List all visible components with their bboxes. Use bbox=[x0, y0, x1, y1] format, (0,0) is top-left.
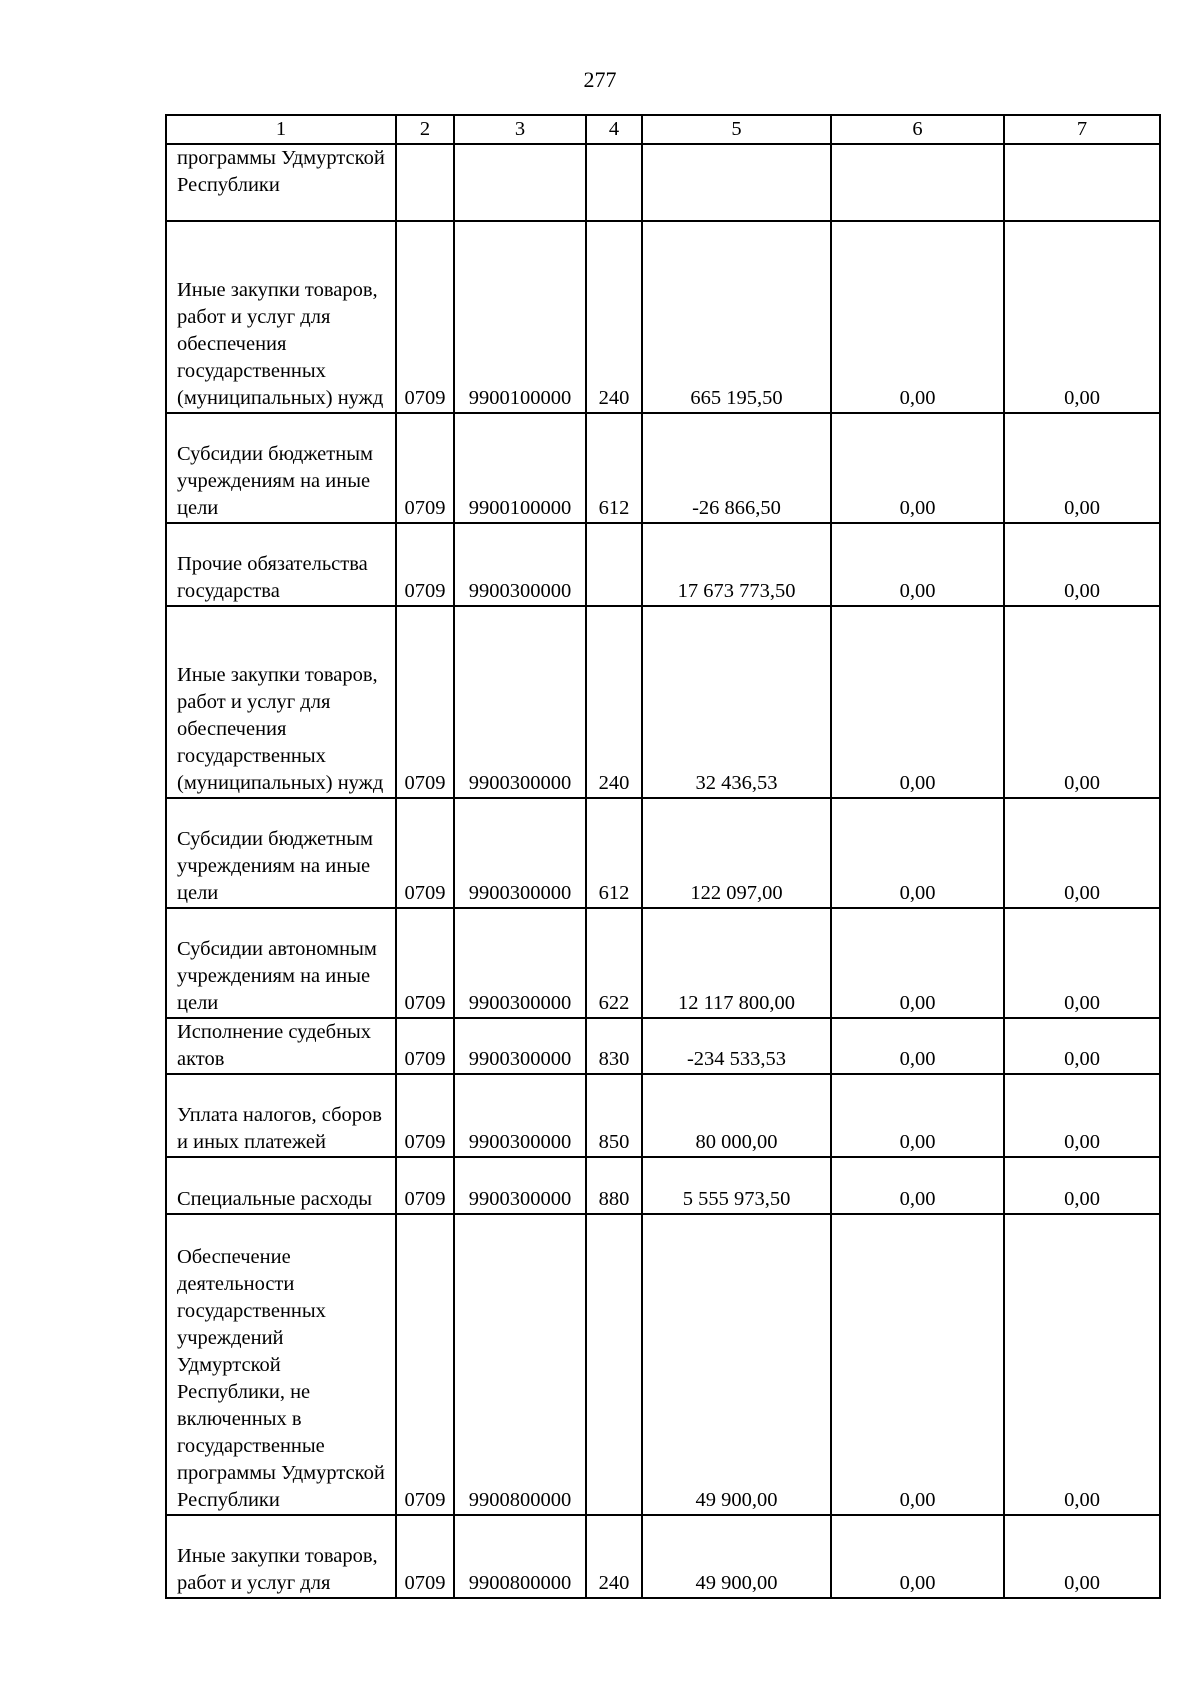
column-header-2: 2 bbox=[396, 115, 454, 144]
column-header-1: 1 bbox=[166, 115, 396, 144]
row-section: 0709 bbox=[396, 413, 454, 523]
row-section: 0709 bbox=[396, 1018, 454, 1074]
column-header-6: 6 bbox=[831, 115, 1004, 144]
table-row bbox=[166, 523, 1160, 606]
row-amount bbox=[642, 144, 831, 221]
row-col7 bbox=[1004, 144, 1160, 221]
row-amount: 32 436,53 bbox=[642, 606, 831, 798]
row-name: Обеспечение деятельности государственных учреждений Удмуртской Республики, не включенных в государственные программы Удмуртской Республики bbox=[166, 1214, 396, 1515]
row-type: 240 bbox=[586, 1515, 642, 1598]
row-section: 0709 bbox=[396, 1074, 454, 1157]
row-col7: 0,00 bbox=[1004, 1074, 1160, 1157]
row-amount: 49 900,00 bbox=[642, 1214, 831, 1515]
table-row bbox=[166, 606, 1160, 798]
row-col6: 0,00 bbox=[831, 221, 1004, 413]
row-col7: 0,00 bbox=[1004, 1214, 1160, 1515]
row-name: Иные закупки товаров, работ и услуг для bbox=[166, 1515, 396, 1598]
row-target: 9900100000 bbox=[454, 221, 586, 413]
row-name: Субсидии автономным учреждениям на иные цели bbox=[166, 908, 396, 1018]
row-name: Специальные расходы bbox=[166, 1157, 396, 1214]
row-section: 0709 bbox=[396, 908, 454, 1018]
row-section: 0709 bbox=[396, 1515, 454, 1598]
column-header-3: 3 bbox=[454, 115, 586, 144]
row-amount: 665 195,50 bbox=[642, 221, 831, 413]
row-section: 0709 bbox=[396, 606, 454, 798]
row-amount: -26 866,50 bbox=[642, 413, 831, 523]
row-amount: 49 900,00 bbox=[642, 1515, 831, 1598]
row-col6: 0,00 bbox=[831, 1157, 1004, 1214]
row-target: 9900300000 bbox=[454, 606, 586, 798]
row-target: 9900800000 bbox=[454, 1214, 586, 1515]
row-section: 0709 bbox=[396, 798, 454, 908]
table-row bbox=[166, 908, 1160, 1018]
table-row bbox=[166, 798, 1160, 908]
row-target bbox=[454, 144, 586, 221]
row-target: 9900300000 bbox=[454, 908, 586, 1018]
row-col7: 0,00 bbox=[1004, 413, 1160, 523]
row-target: 9900100000 bbox=[454, 413, 586, 523]
row-col6: 0,00 bbox=[831, 606, 1004, 798]
row-section: 0709 bbox=[396, 221, 454, 413]
row-type: 240 bbox=[586, 606, 642, 798]
row-type: 622 bbox=[586, 908, 642, 1018]
row-target: 9900800000 bbox=[454, 1515, 586, 1598]
row-type: 612 bbox=[586, 413, 642, 523]
row-name: программы Удмуртской Республики bbox=[166, 144, 396, 221]
header-row bbox=[166, 115, 1160, 144]
row-name: Иные закупки товаров, работ и услуг для обеспечения государственных (муниципальных) нужд bbox=[166, 221, 396, 413]
row-section: 0709 bbox=[396, 1214, 454, 1515]
row-col6: 0,00 bbox=[831, 413, 1004, 523]
row-col7: 0,00 bbox=[1004, 1515, 1160, 1598]
table-row bbox=[166, 1214, 1160, 1515]
column-header-5: 5 bbox=[642, 115, 831, 144]
row-amount: 122 097,00 bbox=[642, 798, 831, 908]
row-section: 0709 bbox=[396, 523, 454, 606]
row-target: 9900300000 bbox=[454, 798, 586, 908]
row-amount: 12 117 800,00 bbox=[642, 908, 831, 1018]
row-col6: 0,00 bbox=[831, 523, 1004, 606]
row-type bbox=[586, 523, 642, 606]
row-col7: 0,00 bbox=[1004, 1157, 1160, 1214]
row-type bbox=[586, 1214, 642, 1515]
table-row bbox=[166, 221, 1160, 413]
row-type: 880 bbox=[586, 1157, 642, 1214]
row-col6: 0,00 bbox=[831, 1515, 1004, 1598]
row-col7: 0,00 bbox=[1004, 606, 1160, 798]
row-type bbox=[586, 144, 642, 221]
row-target: 9900300000 bbox=[454, 1074, 586, 1157]
table-row bbox=[166, 413, 1160, 523]
row-col6: 0,00 bbox=[831, 908, 1004, 1018]
row-target: 9900300000 bbox=[454, 1157, 586, 1214]
table-row bbox=[166, 1018, 1160, 1074]
row-type: 612 bbox=[586, 798, 642, 908]
row-name: Прочие обязательства государства bbox=[166, 523, 396, 606]
row-col7: 0,00 bbox=[1004, 523, 1160, 606]
table-row bbox=[166, 144, 1160, 221]
row-col7: 0,00 bbox=[1004, 221, 1160, 413]
row-col7: 0,00 bbox=[1004, 1018, 1160, 1074]
row-amount: 80 000,00 bbox=[642, 1074, 831, 1157]
row-section bbox=[396, 144, 454, 221]
table-row bbox=[166, 1157, 1160, 1214]
row-amount: -234 533,53 bbox=[642, 1018, 831, 1074]
row-col6: 0,00 bbox=[831, 798, 1004, 908]
row-section: 0709 bbox=[396, 1157, 454, 1214]
row-amount: 5 555 973,50 bbox=[642, 1157, 831, 1214]
table-row bbox=[166, 1515, 1160, 1598]
column-header-4: 4 bbox=[586, 115, 642, 144]
row-name: Уплата налогов, сборов и иных платежей bbox=[166, 1074, 396, 1157]
row-type: 850 bbox=[586, 1074, 642, 1157]
row-col6 bbox=[831, 144, 1004, 221]
row-name: Иные закупки товаров, работ и услуг для обеспечения государственных (муниципальных) нужд bbox=[166, 606, 396, 798]
row-name: Исполнение судебных актов bbox=[166, 1018, 396, 1074]
row-col6: 0,00 bbox=[831, 1074, 1004, 1157]
row-col6: 0,00 bbox=[831, 1214, 1004, 1515]
row-type: 830 bbox=[586, 1018, 642, 1074]
table-row bbox=[166, 1074, 1160, 1157]
row-type: 240 bbox=[586, 221, 642, 413]
row-target: 9900300000 bbox=[454, 1018, 586, 1074]
row-col7: 0,00 bbox=[1004, 908, 1160, 1018]
row-target: 9900300000 bbox=[454, 523, 586, 606]
column-header-7: 7 bbox=[1004, 115, 1160, 144]
row-col7: 0,00 bbox=[1004, 798, 1160, 908]
row-col6: 0,00 bbox=[831, 1018, 1004, 1074]
page-number: 277 bbox=[583, 67, 617, 92]
row-name: Субсидии бюджетным учреждениям на иные цели bbox=[166, 798, 396, 908]
row-amount: 17 673 773,50 bbox=[642, 523, 831, 606]
budget-table bbox=[165, 114, 1161, 1599]
row-name: Субсидии бюджетным учреждениям на иные цели bbox=[166, 413, 396, 523]
